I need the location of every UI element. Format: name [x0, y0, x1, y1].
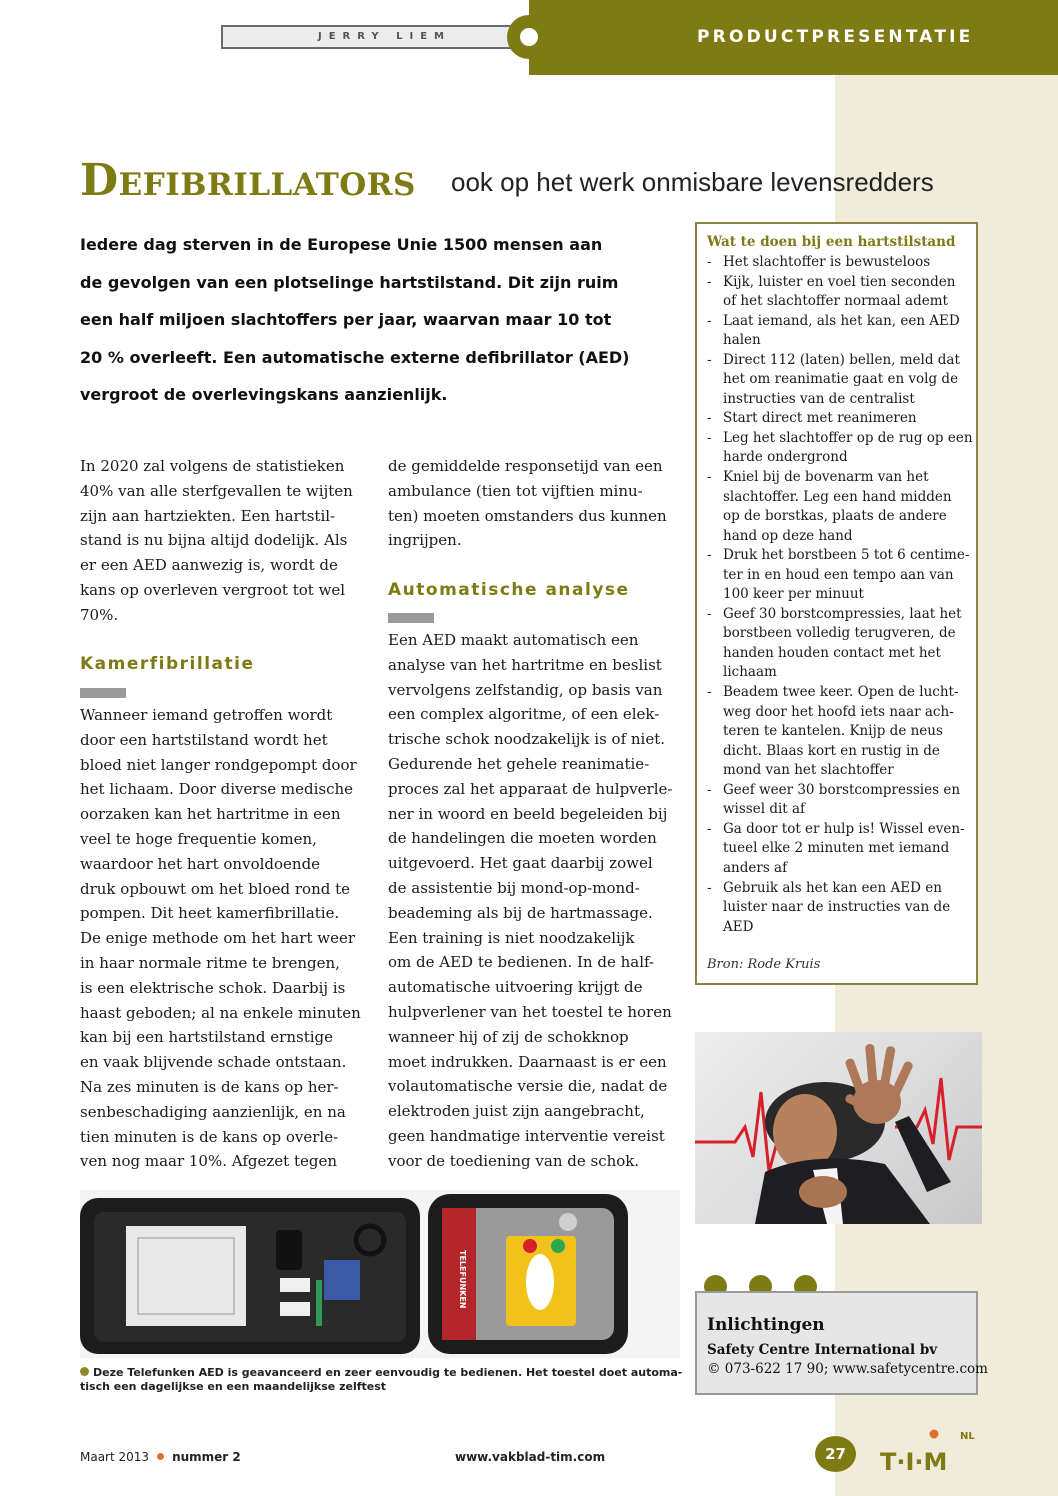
body-line: kans op overleven vergroot tot wel — [80, 580, 346, 599]
body-line: de handelingen die moeten worden — [388, 829, 657, 848]
tip-list-line: - Direct 112 (laten) bellen, meld dat — [707, 351, 973, 371]
body-line: Na zes minuten is de kans op her- — [80, 1077, 339, 1096]
section-header — [529, 0, 1058, 75]
body-line: waardoor het hart onvoldoende — [80, 854, 321, 873]
intro-line: vergroot de overlevingskans aanzienlijk. — [80, 385, 448, 404]
photo-aed-device — [80, 1190, 680, 1358]
tip-list-line: lichaam — [723, 664, 777, 681]
tip-list-line: halen — [723, 332, 761, 349]
tip-list-line: op de borstkas, plaats de andere — [723, 508, 947, 525]
footer-issue-info — [80, 1450, 241, 1464]
body-line: ten) moeten omstanders dus kunnen — [388, 506, 667, 525]
section-bar — [388, 613, 434, 623]
tip-list-line: AED — [723, 918, 754, 935]
author-name: JERRY LIEM — [318, 31, 452, 42]
aed-accessory-white-1 — [280, 1278, 310, 1292]
body-line: beademing als bij de hartmassage. — [388, 903, 653, 922]
body-line: geen handmatige interventie vereist — [388, 1126, 665, 1145]
tip-list-line: borstbeen volledig terugveren, de — [723, 625, 956, 642]
footer-separator-icon — [157, 1453, 164, 1460]
tim-logo — [878, 1426, 988, 1474]
body-line: uitgevoerd. Het gaat daarbij zowel — [388, 854, 653, 873]
aed-speaker — [559, 1213, 577, 1231]
tip-list-line: - Ga door tot er hulp is! Wissel even- — [707, 820, 973, 840]
tip-list-line: hand op deze hand — [723, 527, 853, 544]
tip-list-line: mond van het slachtoffer — [723, 762, 894, 779]
tim-logo-icon — [878, 1426, 988, 1474]
tip-list-line: - Leg het slachtoffer op de rug op een — [707, 429, 973, 449]
tip-box-source: Bron: Rode Kruis — [707, 957, 821, 972]
tip-list-line: het om reanimatie gaat en volg de — [723, 371, 959, 388]
body-line: door een hartstilstand wordt het — [80, 730, 328, 749]
photo-heart-attack-man — [695, 1032, 982, 1224]
body-line: automatische uitvoering krijgt de — [388, 978, 643, 997]
aed-accessory-pouch — [276, 1230, 302, 1270]
aed-accessory-blue — [324, 1260, 360, 1300]
intro-paragraph — [80, 226, 680, 414]
article-subtitle: ook op het werk onmisbare levensredders — [451, 167, 934, 197]
logo-country: NL — [960, 1431, 975, 1442]
intro-line: Iedere dag sterven in de Europese Unie 1500 mensen aan — [80, 235, 603, 254]
body-left-paragraph-2 — [80, 703, 370, 1174]
body-line: is een elektrische schok. Daarbij is — [80, 978, 346, 997]
body-line: stand is nu bijna altijd dodelijk. Als — [80, 531, 348, 550]
intro-line: een half miljoen slachtoffers per jaar, waarvan maar 10 tot — [80, 310, 612, 329]
body-line: analyse van het hartritme en beslist — [388, 655, 662, 674]
tip-box — [695, 222, 978, 985]
body-line: de gemiddelde responsetijd van een — [388, 457, 663, 475]
body-line: elektroden juist zijn aangebracht, — [388, 1102, 645, 1121]
tip-list-line: - Gebruik als het kan een AED en — [707, 879, 973, 899]
body-line: vervolgens zelfstandig, op basis van — [388, 680, 663, 699]
body-mid-paragraph-2 — [388, 628, 678, 1174]
man-face — [773, 1094, 837, 1170]
body-line: veel te hoge frequentie komen, — [80, 829, 317, 848]
tip-list-line: - Start direct met reanimeren — [707, 409, 973, 429]
logo-dot-icon — [930, 1430, 939, 1439]
body-line: 40% van alle sterfgevallen te wijten — [80, 481, 353, 500]
section-label: PRODUCTPRESENTATIE — [697, 27, 974, 47]
tip-list-line: - Geef weer 30 borstcompressies en — [707, 781, 973, 801]
body-line: Gedurende het gehele reanimatie- — [388, 754, 650, 773]
section-heading-kamerfibrillatie: Kamerfibrillatie — [80, 654, 255, 674]
tip-list-line: - Geef 30 borstcompressies, laat het — [707, 605, 973, 625]
tip-box-title: Wat te doen bij een hartstilstand — [707, 234, 956, 250]
body-line: voor de toediening van de schok. — [388, 1151, 640, 1170]
body-line: volautomatische versie die, nadat de — [388, 1077, 668, 1096]
aed-pads-package — [126, 1226, 246, 1326]
heart-attack-illustration — [695, 1032, 982, 1224]
man-hand-chest — [799, 1176, 847, 1208]
body-line: het lichaam. Door diverse medische — [80, 780, 354, 799]
tip-list-line: harde ondergrond — [723, 449, 848, 466]
info-title: Inlichtingen — [707, 1315, 825, 1335]
body-line: druk opbouwt om het bloed rond te — [80, 879, 351, 898]
tip-list-line: ter in en houd een tempo aan van — [723, 566, 954, 583]
body-line: kan bij een hartstilstand ernstige — [80, 1028, 333, 1047]
tip-list-line: of het slachtoffer normaal ademt — [723, 293, 948, 310]
body-line: moet indrukken. Daarnaast is er een — [388, 1052, 667, 1071]
body-left-paragraph-1 — [80, 454, 370, 628]
body-line: wanneer hij of zij de schokknop — [388, 1027, 629, 1046]
info-contact: © 073-622 17 90; www.safetycentre.com — [707, 1361, 988, 1377]
tip-list-line: wissel dit af — [723, 801, 806, 818]
footer-issue: nummer 2 — [172, 1450, 241, 1464]
aed-on-button — [551, 1239, 565, 1253]
body-line: er een AED aanwezig is, wordt de — [80, 556, 338, 575]
caption-line: tisch een dagelijkse en een maandelijkse zelftest — [80, 1380, 387, 1393]
tip-list-line: - Kniel bij de bovenarm van het — [707, 468, 973, 488]
intro-line: 20 % overleeft. Een automatische externe defibrillator (AED) — [80, 347, 630, 367]
info-company: Safety Centre International bv — [707, 1342, 938, 1358]
body-line: Een training is niet noodzakelijk — [388, 928, 635, 947]
body-line: bloed niet langer rondgepompt door — [80, 755, 357, 774]
caption-bullet-icon — [80, 1367, 89, 1376]
aed-shock-button — [523, 1239, 537, 1253]
intro-line: de gevolgen van een plotselinge hartstilstand. Dit zijn ruim — [80, 272, 619, 292]
aed-unit-brand: TELEFUNKEN — [458, 1250, 467, 1309]
tip-list-line: - Laat iemand, als het kan, een AED — [707, 312, 973, 332]
tip-list-line: handen houden contact met het — [723, 644, 941, 661]
section-bar — [80, 688, 126, 698]
tip-list-line: instructies van de centralist — [723, 390, 915, 407]
section-heading-automatische-analyse: Automatische analyse — [388, 580, 630, 600]
body-line: in haar normale ritme te brengen, — [80, 953, 340, 972]
tip-list-line: slachtoffer. Leg een hand midden — [723, 488, 952, 505]
caption-text: Deze Telefunken AED is geavanceerd en zeer eenvoudig te bedienen. Het toestel doet automa- — [93, 1366, 683, 1379]
aed-accessory-white-2 — [280, 1302, 310, 1316]
tip-list-line: tueel elke 2 minuten met iemand — [723, 840, 950, 857]
page-number: 27 — [815, 1436, 856, 1472]
tip-list-line: teren te kantelen. Knijp de neus — [723, 723, 943, 740]
article-title: Defibrillators — [80, 155, 416, 206]
info-box — [695, 1291, 988, 1395]
body-line: de assistentie bij mond-op-mond- — [388, 878, 640, 897]
body-line: ven nog maar 10%. Afgezet tegen — [80, 1152, 337, 1171]
body-line: senbeschadiging aanzienlijk, en na — [80, 1102, 346, 1121]
tip-list-line: - Druk het borstbeen 5 tot 6 centime- — [707, 546, 973, 566]
aed-illustration — [80, 1190, 680, 1358]
body-line: 70%. — [80, 605, 119, 624]
tip-box-list — [707, 253, 973, 937]
body-line: haast geboden; al na enkele minuten — [80, 1003, 361, 1022]
footer-date: Maart 2013 — [80, 1450, 150, 1464]
photo-caption — [80, 1366, 683, 1394]
tip-list-line: - Het slachtoffer is bewusteloos — [707, 253, 973, 273]
man-sleeve — [895, 1116, 951, 1192]
body-line: en vaak blijvende schade ontstaan. — [80, 1053, 347, 1072]
body-line: oorzaken kan het hartritme in een — [80, 805, 341, 824]
aed-unit-body-diagram — [526, 1254, 554, 1310]
body-line: om de AED te bedienen. In de half- — [388, 953, 655, 972]
body-line: trische schok noodzakelijk is of niet. — [388, 730, 666, 749]
aed-accessory-green — [316, 1280, 322, 1326]
header-dot-icon — [507, 15, 551, 59]
tip-list-line: anders af — [723, 859, 788, 876]
author-bar — [221, 25, 531, 49]
tip-list-line: luister naar de instructies van de — [723, 899, 951, 916]
tip-list-line: - Kijk, luister en voel tien seconden — [707, 273, 973, 293]
tip-list-line: 100 keer per minuut — [723, 586, 864, 603]
body-line: een complex algoritme, of een elek- — [388, 705, 660, 724]
body-line: zijn aan hartziekten. Een hartstil- — [80, 506, 336, 525]
body-line: ambulance (tien tot vijftien minu- — [388, 481, 643, 500]
body-line: pompen. Dit heet kamerfibrillatie. — [80, 904, 340, 923]
tip-list-line: dicht. Blaas kort en rustig in de — [723, 742, 940, 759]
logo-text: T·I·M — [880, 1448, 948, 1474]
footer-url: www.vakblad-tim.com — [455, 1450, 606, 1464]
body-mid-paragraph-1 — [388, 454, 678, 553]
body-line: ner in woord en beeld begeleiden bij — [388, 804, 668, 823]
body-line: Een AED maakt automatisch een — [388, 631, 639, 649]
tip-list-line: - Beadem twee keer. Open de lucht- — [707, 683, 973, 703]
body-line: Wanneer iemand getroffen wordt — [80, 706, 333, 724]
caption-line — [80, 1366, 683, 1380]
body-line: De enige methode om het hart weer — [80, 929, 356, 948]
body-line: tien minuten is de kans op overle- — [80, 1127, 339, 1146]
body-line: In 2020 zal volgens de statistieken — [80, 457, 345, 475]
body-line: proces zal het apparaat de hulpverle- — [388, 779, 673, 798]
tip-list-line: weg door het hoofd iets naar ach- — [723, 703, 954, 720]
body-line: ingrijpen. — [388, 531, 462, 550]
body-line: hulpverlener van het toestel te horen — [388, 1002, 672, 1021]
